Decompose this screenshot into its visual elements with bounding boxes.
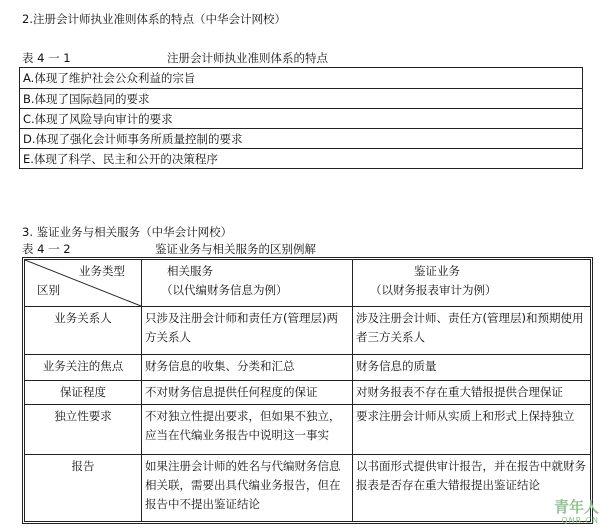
table1-row: E.体现了科学、民主和公开的决策程序 <box>19 148 583 168</box>
table2-row-label: 业务关注的焦点 <box>25 355 142 381</box>
table2-assurance-cell: 对财务报表不存在重大错报提供合理保证 <box>353 381 590 405</box>
section2-heading: 3. 鉴证业务与相关服务（中华会计网校） <box>22 225 233 239</box>
table2-row-label: 报告 <box>25 455 142 521</box>
watermark-sub: QNR.CN <box>561 516 599 525</box>
table2-related-cell: 不对财务信息提供任何程度的保证 <box>142 381 353 405</box>
header-related-sub: （以代编财务信息为例） <box>161 283 288 297</box>
table2-caption: 鉴证业务与相关服务的区别例解 <box>155 242 316 256</box>
table2-assurance-cell: 财务信息的质量 <box>353 355 590 381</box>
table2-related-cell: 如果注册会计师的姓名与代编财务信息相关联，需要出具代编业务报告，但在报告中不提出鉴证结论 <box>142 455 353 521</box>
table2-assurance-cell: 以书面形式提供审计报告，并在报告中就财务报表是否存在重大错报提出鉴证结论 <box>356 459 586 492</box>
table2-header-assurance <box>353 260 590 307</box>
header-assurance-sub: （以财务报表审计为例） <box>370 283 497 297</box>
header-business-type: 业务类型 <box>79 264 125 278</box>
table2-related-cell: 不对独立性提出要求，但如果不独立，应当在代编业务报告中说明这一事实 <box>142 405 353 455</box>
table2 <box>24 259 591 522</box>
table2-assurance-cell: 涉及注册会计师、责任方(管理层)和预期使用者三方关系人 <box>353 307 590 355</box>
header-difference: 区别 <box>37 283 60 297</box>
table1 <box>19 67 583 169</box>
table1-row: C.体现了风险导向审计的要求 <box>19 108 583 128</box>
table1-row: D.体现了强化会计师事务所质量控制的要求 <box>19 128 583 148</box>
table1-row: A.体现了维护社会公众利益的宗旨 <box>19 68 583 88</box>
header-assurance-title: 鉴证业务 <box>414 264 460 278</box>
header-related-title: 相关服务 <box>167 264 213 278</box>
table1-label: 表 4 一 1 <box>22 51 71 65</box>
section1-heading: 2.注册会计师执业准则体系的特点（中华会计网校） <box>22 12 286 26</box>
table1-caption: 注册会计师执业准则体系的特点 <box>167 51 328 65</box>
table2-diagonal-header <box>25 260 142 307</box>
table2-assurance-cell: 要求注册会计师从实质上和形式上保持独立 <box>353 405 590 455</box>
watermark-main: 青年人 <box>553 498 599 516</box>
table2-related-cell: 只涉及注册会计师和责任方(管理层)两方关系人 <box>142 307 353 355</box>
table2-related-cell: 财务信息的收集、分类和汇总 <box>142 355 353 381</box>
table2-header-related <box>142 260 353 307</box>
table2-label: 表 4 一 2 <box>22 242 71 256</box>
table1-row: B.体现了国际趋同的要求 <box>19 88 583 108</box>
watermark-logo <box>554 500 599 528</box>
table2-row-label: 保证程度 <box>25 381 142 405</box>
table2-row-label: 独立性要求 <box>25 405 142 455</box>
table2-row-label: 业务关系人 <box>25 307 142 355</box>
